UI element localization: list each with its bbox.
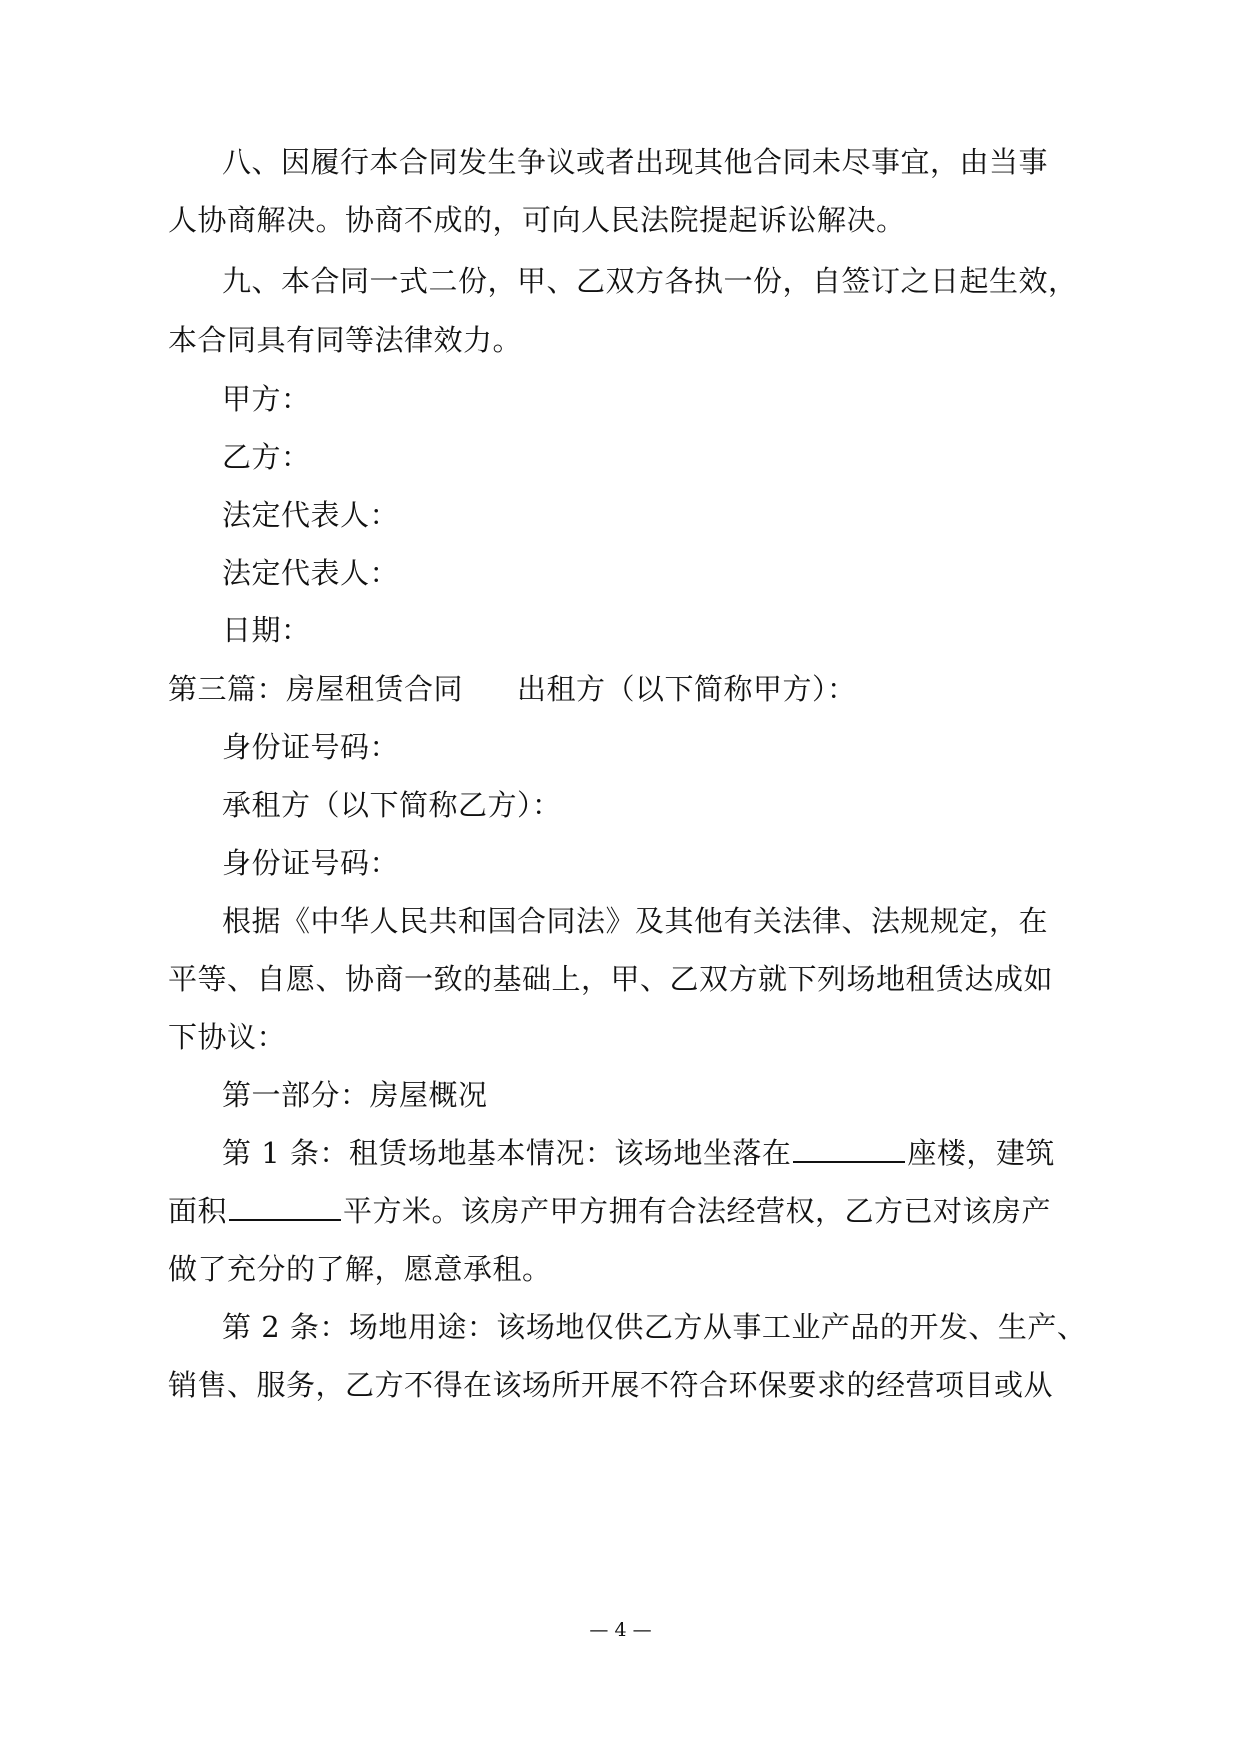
article-1-text: 平方米。该房产甲方拥有合法经营权，乙方已对该房产 [343, 1194, 1052, 1228]
page-number: — 4 — [589, 1619, 652, 1641]
signature-party-a: 甲方： [222, 382, 311, 416]
article-1-text: 第 1 条：租赁场地基本情况：该场地坐落在 [222, 1136, 792, 1170]
article-1-text: 座楼，建筑 [907, 1136, 1055, 1170]
lessee-id-number: 身份证号码： [222, 846, 400, 880]
paragraph-line: 销售、服务，乙方不得在该场所开展不符合环保要求的经营项目或从 [168, 1368, 1054, 1402]
legal-representative-b: 法定代表人： [222, 556, 400, 590]
paragraph-line: 第 2 条：场地用途：该场地仅供乙方从事工业产品的开发、生产、 [222, 1310, 1087, 1344]
area-blank [229, 1193, 341, 1221]
location-blank [793, 1135, 905, 1163]
article-1-line-2 [168, 1193, 1051, 1229]
lessor-label: 出租方（以下简称甲方）： [517, 672, 857, 706]
paragraph-line: 八、因履行本合同发生争议或者出现其他合同未尽事宜，由当事 [222, 145, 1049, 179]
article-1-text: 面积 [168, 1194, 228, 1228]
paragraph-line: 下协议： [168, 1020, 287, 1054]
paragraph-line: 人协商解决。协商不成的，可向人民法院提起诉讼解决。 [168, 203, 906, 237]
article-1-line-1 [222, 1135, 1055, 1171]
legal-representative-a: 法定代表人： [222, 498, 400, 532]
signature-party-b: 乙方： [222, 440, 311, 474]
paragraph-line: 九、本合同一式二份，甲、乙双方各执一份，自签订之日起生效， [222, 264, 1078, 298]
signature-date: 日期： [222, 613, 311, 647]
section-title: 第三篇：房屋租赁合同 [168, 672, 464, 706]
paragraph-line: 平等、自愿、协商一致的基础上，甲、乙双方就下列场地租赁达成如 [168, 962, 1054, 996]
part-heading: 第一部分：房屋概况 [222, 1078, 488, 1112]
paragraph-line: 本合同具有同等法律效力。 [168, 323, 523, 357]
paragraph-line: 根据《中华人民共和国合同法》及其他有关法律、法规规定，在 [222, 904, 1049, 938]
section-heading [168, 671, 857, 707]
paragraph-line: 做了充分的了解，愿意承租。 [168, 1252, 552, 1286]
lessee-label: 承租方（以下简称乙方）： [222, 788, 562, 822]
lessor-id-number: 身份证号码： [222, 730, 400, 764]
